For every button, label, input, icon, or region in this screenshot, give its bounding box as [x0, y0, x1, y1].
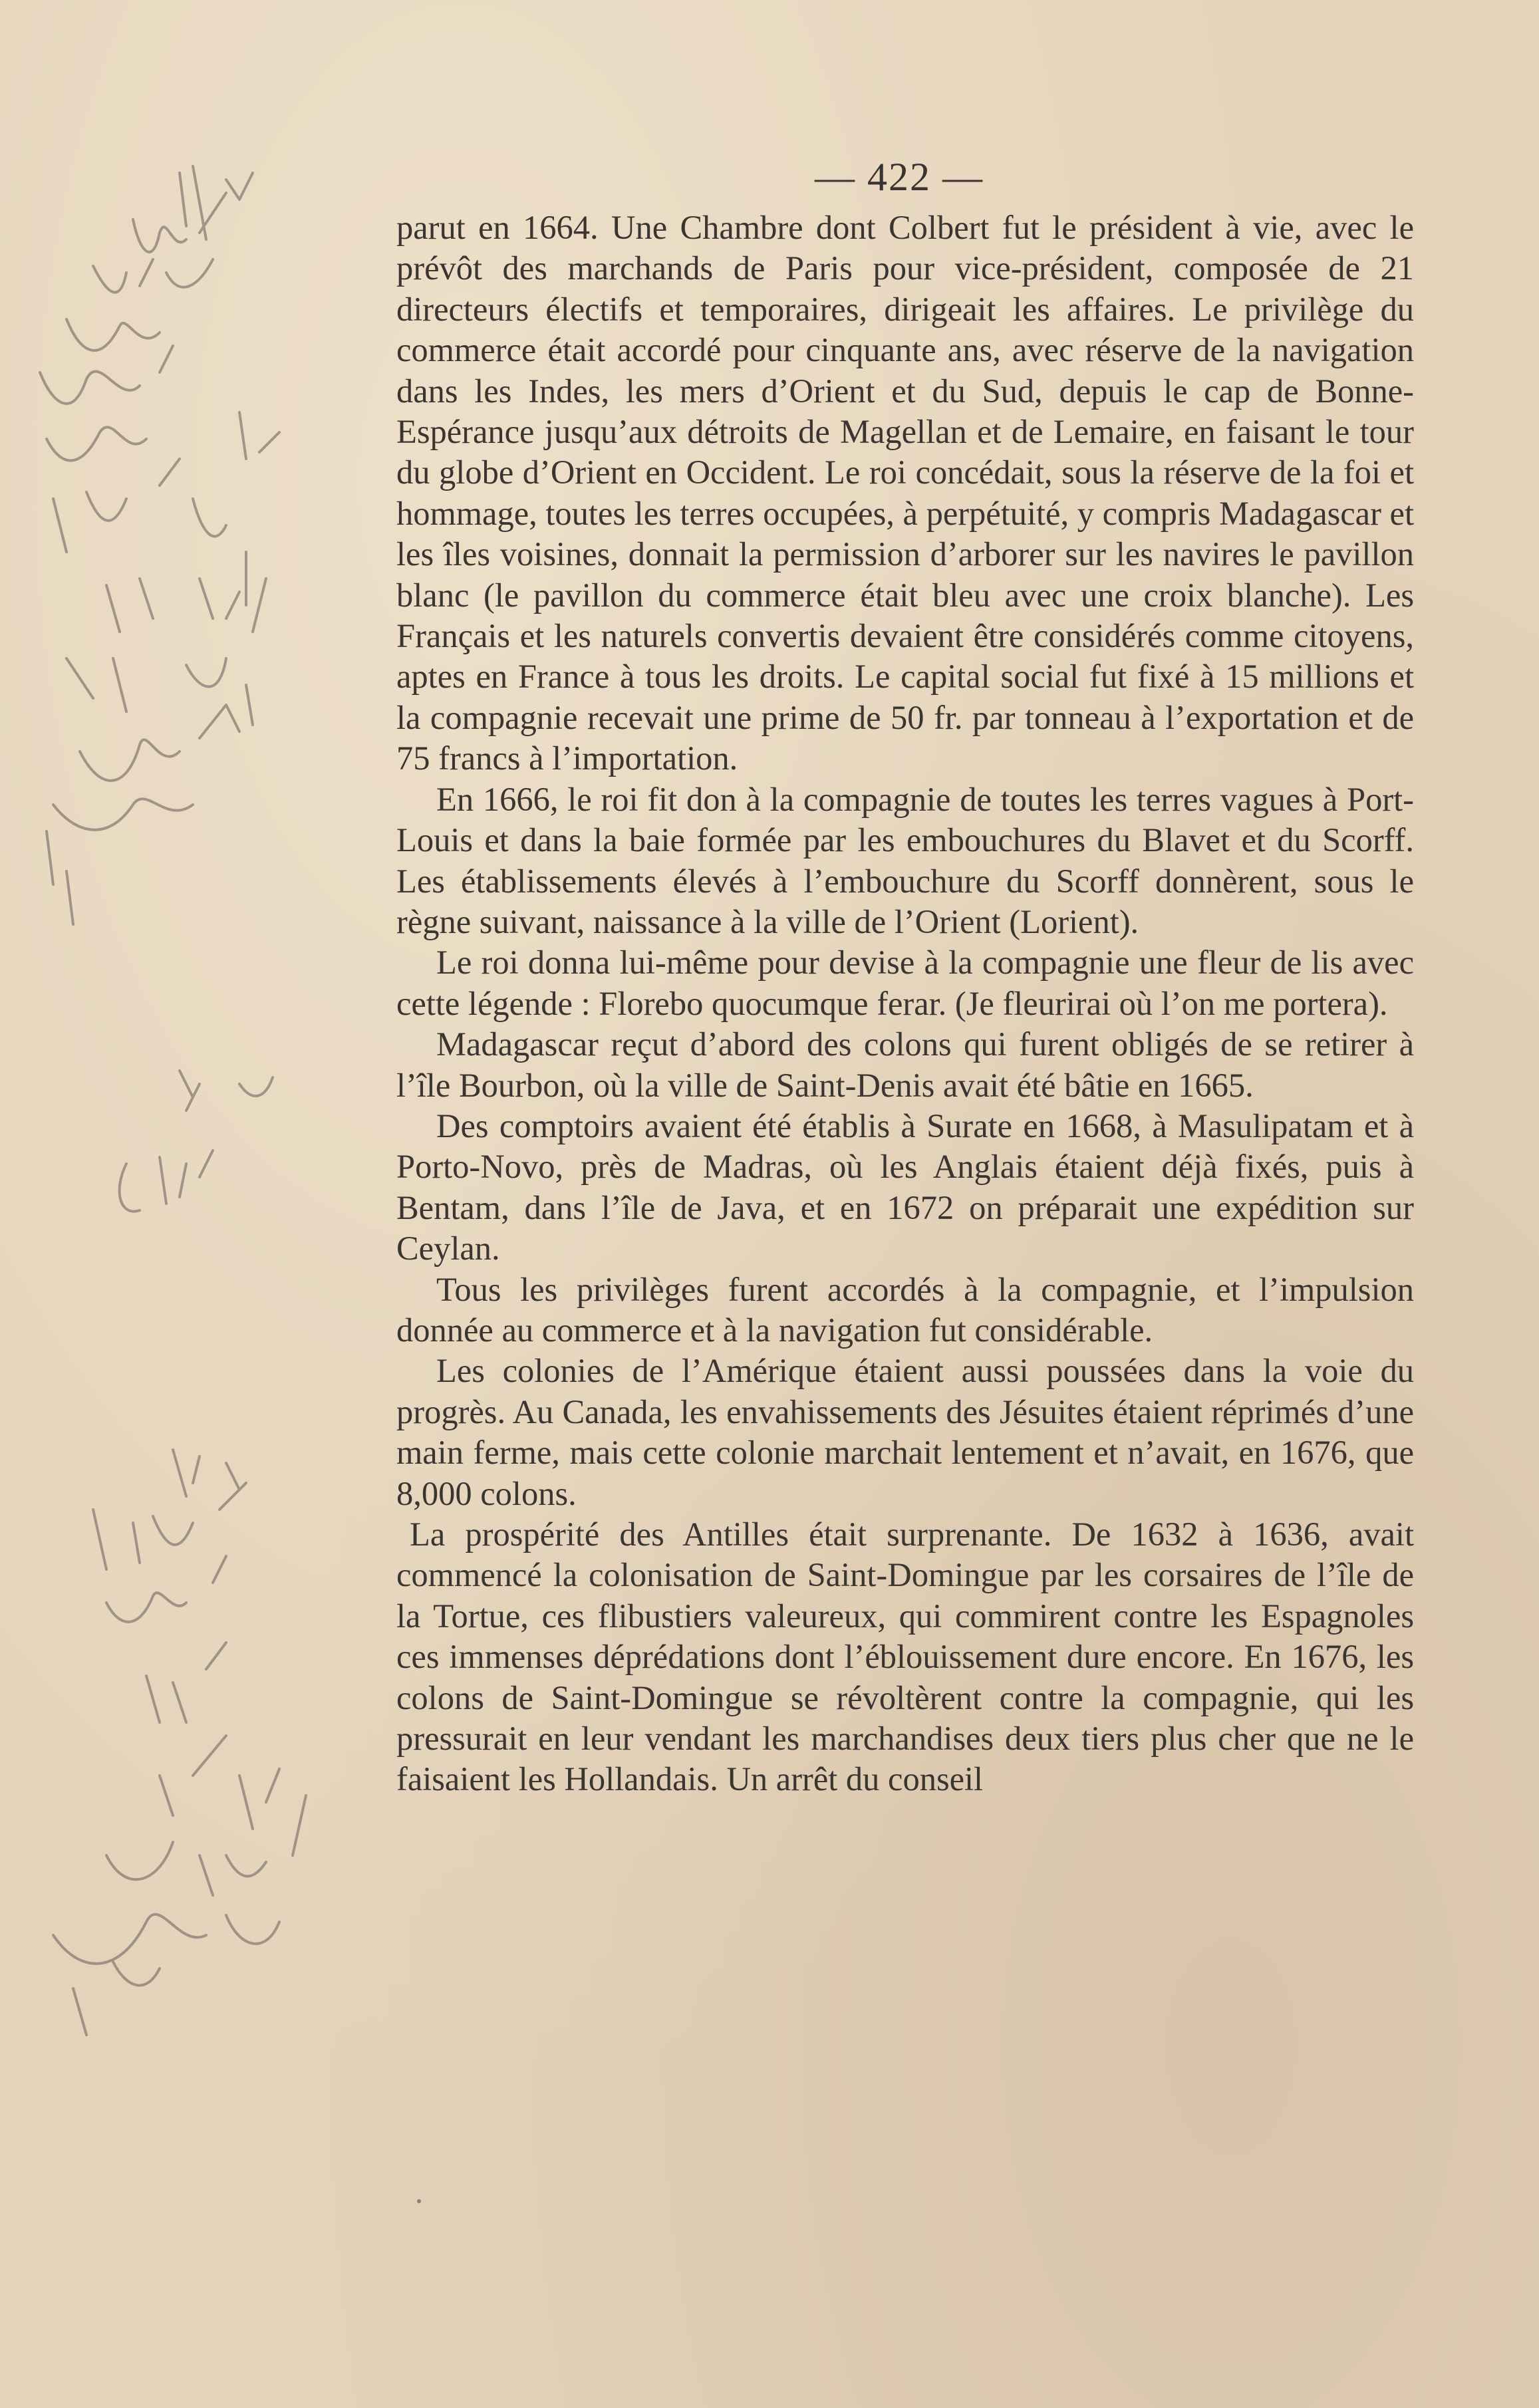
paragraph: En 1666, le roi fit don à la compagnie de toutes les terres vagues à Port-Louis et dans la baie formée par les embouchures du Blavet et du Scorff. Les établissements élevés à l’embouchure du Scorff donnèrent, sous le règne suivant, naissance à la ville de l’Orient (Lorient). [396, 780, 1414, 940]
paragraph: Des comptoirs avaient été établis à Surate en 1668, à Masulipatam et à Porto-Novo, près de Madras, où les Anglais étaient déjà fixés, puis à Bentam, dans l’île de Java, et en 1672 on préparait une expédition sur Ceylan. [396, 1107, 1414, 1268]
page-number: — 422 — [815, 155, 984, 199]
paragraph: Le roi donna lui-même pour devise à la compagnie une fleur de lis avec cette légende : Florebo quocumque ferar. (Je fleurirai où l’on me portera). [396, 944, 1414, 1022]
body-text [396, 207, 1414, 1800]
paragraph: Madagascar reçut d’abord des colons qui furent obligés de se retirer à l’île Bourbon, où la ville de Saint-Denis avait été bâtie en 1665. [396, 1025, 1414, 1104]
handwritten-margin-notes [27, 153, 372, 2048]
paragraph: parut en 1664. Une Chambre dont Colbert fut le président à vie, avec le prévôt des marchands de Paris pour vice-président, composée de 21 directeurs électifs et temporaires, dirigeait les affaires. Le privilège du commerce était accordé pour cinquante ans, avec réserve de la navigation dans les Indes, les mers d’Orient et du Sud, depuis le cap de Bonne-Espérance jusqu’aux détroits de Magellan et de Lemaire, en faisant le tour du globe d’Orient en Occident. Le roi concédait, sous la réserve de la foi et hommage, toutes les terres occupées, à perpétuité, y compris Madagascar et les îles voisines, donnait la permission d’arborer sur les navires le pavillon blanc (le pavillon du commerce était bleu avec une croix blanche). Les Français et les naturels convertis devaient être considérés comme citoyens, aptes en France à tous les droits. Le capital social fut fixé à 15 millions et la compagnie recevait une prime de 50 fr. par tonneau à l’exportation et de 75 francs à l’importation. [396, 209, 1414, 777]
paragraph: Les colonies de l’Amérique étaient aussi poussées dans la voie du progrès. Au Canada, les envahissements des Jésuites étaient réprimés d’une main ferme, mais cette colonie marchait lentement et n’avait, en 1676, que 8,000 colons. [396, 1352, 1414, 1512]
paragraph: La prospérité des Antilles était surprenante. De 1632 à 1636, avait commencé la colonisation de Saint-Domingue par les corsaires de l’île de la Tortue, ces flibustiers valeureux, qui commirent contre les Espagnoles ces immenses déprédations dont l’éblouissement dure encore. En 1676, les colons de Saint-Domingue se révoltèrent contre la compagnie, qui les pressurait en leur vendant les marchandises deux tiers plus cher que ne le faisaient les Hollandais. Un arrêt du conseil [396, 1516, 1414, 1798]
paragraph: Tous les privilèges furent accordés à la compagnie, et l’impulsion donnée au commerce et à la navigation fut considérable. [396, 1270, 1414, 1349]
print-speck [412, 2195, 426, 2208]
